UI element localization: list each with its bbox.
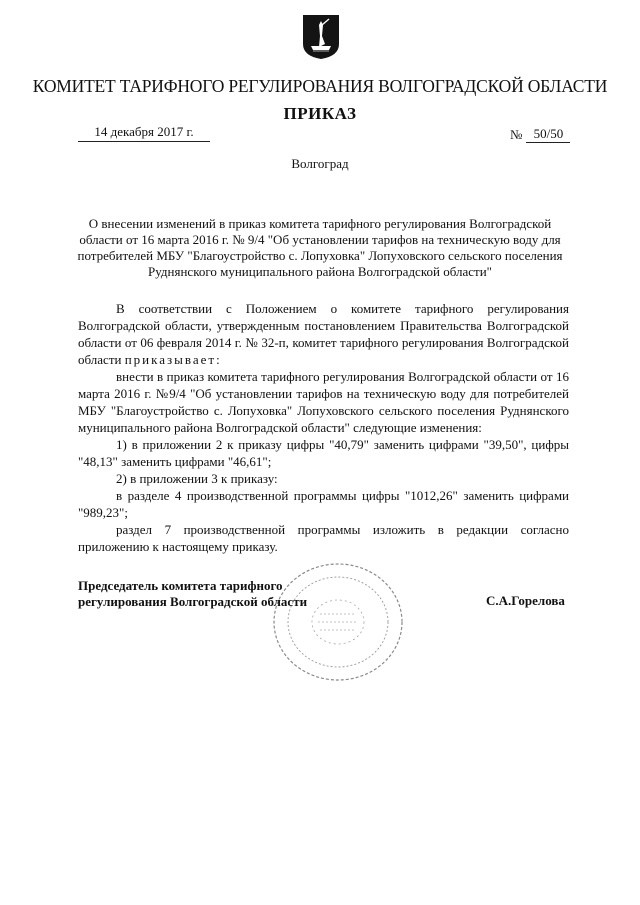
- document-subject: О внесении изменений в приказ комитета тарифного регулирования Волгоградской области от 16 марта 2016 г. № 9/4 "Об установлении тарифов на техническую воду для потребителей МБУ "Благоустройство с. Лопуховка" Лопуховского сельского поселения Руднянского муниципального района Волгоградской области": [77, 216, 563, 279]
- body-paragraph: раздел 7 производственной программы изложить в редакции согласно приложению к настоящему приказу.: [78, 522, 569, 554]
- volgograd-coat-of-arms-icon: [302, 14, 340, 60]
- body-intro: В соответствии с Положением о комитете тарифного регулирования Волгоградской области, утвержденным постановлением Правительства Волгоградской области от 06 февраля 2014 г. № 32-п, комитет тарифного регулирования Волгоградской области приказывает:: [78, 301, 569, 367]
- city: Волгоград: [291, 156, 349, 171]
- number-sign: №: [510, 127, 523, 142]
- orders-word: приказывает:: [124, 352, 222, 367]
- body-paragraph: 2) в приложении 3 к приказу:: [116, 471, 278, 486]
- document-type: ПРИКАЗ: [283, 104, 357, 123]
- number-value: 50/50: [526, 126, 570, 143]
- document-date: 14 декабря 2017 г.: [78, 124, 210, 142]
- organization-name: КОМИТЕТ ТАРИФНОГО РЕГУЛИРОВАНИЯ ВОЛГОГРАДСКОЙ ОБЛАСТИ: [32, 76, 608, 96]
- signatory-name: С.А.Горелова: [486, 593, 565, 608]
- body-paragraph: 1) в приложении 2 к приказу цифры "40,79" заменить цифрами "39,50", цифры "48,13" заменить цифрами "46,61";: [78, 437, 569, 469]
- document-number: [510, 126, 570, 143]
- body-paragraph: внести в приказ комитета тарифного регулирования Волгоградской области от 16 марта 2016 г. №9/4 "Об установлении тарифов на техническую воду для потребителей МБУ "Благоустройство с. Лопуховка" Лопуховского сельского поселения Руднянского муниципального района Волгоградской области" следующие изменения:: [78, 369, 569, 435]
- signatory-title: Председатель комитета тарифного регулирования Волгоградской области: [78, 578, 308, 609]
- body-paragraph: в разделе 4 производственной программы цифры "1012,26" заменить цифрами "989,23";: [78, 488, 569, 520]
- document-body: [78, 300, 569, 555]
